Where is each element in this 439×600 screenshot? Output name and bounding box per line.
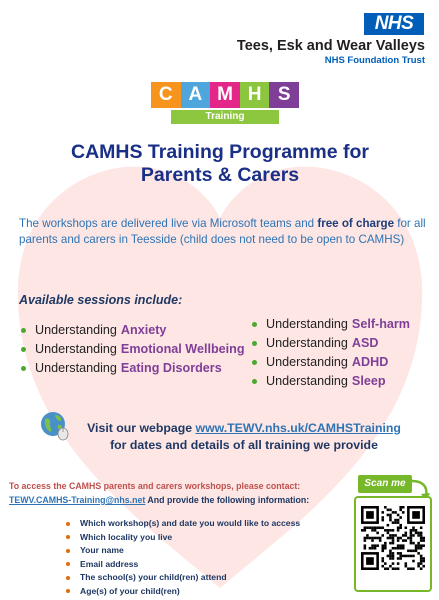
session-topic: Anxiety (120, 323, 167, 337)
sessions-list-right (252, 315, 410, 391)
bullet-icon (21, 328, 26, 333)
contact-email-link[interactable]: TEWV.CAMHS-Training@nhs.net (9, 495, 146, 505)
session-topic: Sleep (351, 374, 386, 388)
intro-paragraph (19, 216, 427, 248)
bullet-icon (252, 341, 257, 346)
info-text: Which workshop(s) and date you would like to access (80, 518, 301, 528)
page-title (20, 141, 420, 187)
visit-line-2: for dates and details of all training we provide (110, 438, 378, 452)
bullet-icon (66, 562, 70, 566)
bullet-icon (66, 522, 70, 526)
session-item (21, 359, 245, 378)
webpage-callout (64, 420, 424, 454)
session-prefix: Understanding (266, 317, 348, 331)
camhs-letters (151, 82, 299, 108)
camhs-letter: M (210, 82, 240, 108)
session-topic: ADHD (351, 355, 389, 369)
intro-text-2: for all parents and carers in Teesside (child does not need to be open to CAMHS) (19, 217, 426, 246)
info-item (66, 517, 300, 531)
info-text: Email address (80, 558, 139, 569)
session-prefix: Understanding (266, 336, 348, 350)
session-topic: Emotional Wellbeing (120, 342, 245, 356)
contact-rest: And provide the following information: (145, 495, 310, 505)
camhs-training-label: Training (171, 110, 279, 124)
bullet-icon (252, 322, 257, 327)
contact-intro: To access the CAMHS parents and carers workshops, please contact: (9, 481, 301, 491)
sessions-heading: Available sessions include: (19, 293, 183, 307)
visit-prefix: Visit our webpage (87, 421, 196, 435)
bullet-icon (21, 347, 26, 352)
trust-header (237, 38, 425, 67)
intro-free-text: free of charge (317, 217, 395, 230)
session-topic: Self-harm (351, 317, 411, 331)
camhs-training-logo (151, 82, 299, 124)
trust-name: Tees, Esk and Wear Valleys (236, 38, 425, 54)
session-item (21, 321, 245, 340)
bullet-icon (21, 366, 26, 371)
info-text: Age(s) of your child(ren) (80, 585, 180, 596)
bullet-icon (66, 549, 70, 553)
camhs-letter: A (181, 82, 211, 108)
info-text: The school(s) your child(ren) attend (80, 572, 227, 582)
title-line-1: CAMHS Training Programme for (71, 141, 369, 163)
session-prefix: Understanding (35, 323, 117, 337)
bullet-icon (252, 379, 257, 384)
session-item (252, 334, 410, 353)
info-item (66, 531, 300, 545)
qr-code[interactable] (361, 506, 425, 570)
session-prefix: Understanding (266, 374, 348, 388)
session-prefix: Understanding (266, 355, 348, 369)
contact-paragraph (9, 479, 361, 507)
camhs-letter: H (240, 82, 270, 108)
info-item (66, 571, 300, 585)
info-list (66, 517, 300, 598)
trust-subtitle: NHS Foundation Trust (324, 55, 425, 66)
scan-me-label: Scan me (358, 475, 412, 493)
intro-text-1: The workshops are delivered live via Microsoft teams and (19, 217, 318, 230)
bullet-icon (66, 589, 70, 593)
webpage-link[interactable]: www.TEWV.nhs.uk/CAMHSTraining (195, 421, 401, 435)
nhs-logo: NHS (364, 13, 424, 35)
info-item (66, 558, 300, 572)
bullet-icon (252, 360, 257, 365)
sessions-list-left (21, 321, 245, 378)
info-text: Which locality you live (80, 531, 173, 542)
session-item (21, 340, 245, 359)
info-item (66, 544, 300, 558)
session-topic: Eating Disorders (120, 361, 222, 375)
session-prefix: Understanding (35, 361, 117, 375)
session-topic: ASD (351, 336, 379, 350)
session-item (252, 353, 410, 372)
info-text: Your name (80, 545, 124, 555)
info-item (66, 585, 300, 599)
session-item (252, 372, 410, 391)
qr-frame (354, 496, 432, 592)
bullet-icon (66, 535, 70, 539)
camhs-letter: C (151, 82, 181, 108)
bullet-icon (66, 576, 70, 580)
title-line-2: Parents & Carers (140, 164, 300, 186)
session-item (252, 315, 410, 334)
camhs-letter: S (269, 82, 299, 108)
session-prefix: Understanding (35, 342, 117, 356)
